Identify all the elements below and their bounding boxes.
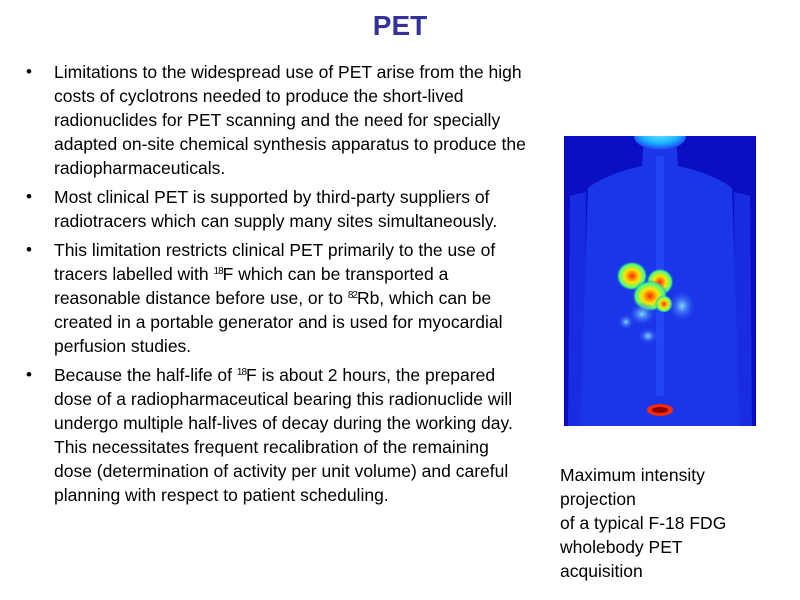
bullet-marker: • [26,62,32,81]
superscript-mass-number: 18 [213,266,223,277]
bullet-item [26,185,526,233]
slide-title: PET [372,10,428,41]
caption-line: acquisition [560,561,643,581]
bullet-list [26,60,526,512]
pet-scan-graphic [564,136,756,426]
caption-line: Maximum intensity [560,465,705,485]
caption-line: of a typical F-18 FDG [560,513,727,533]
superscript-mass-number: 82 [347,290,357,301]
bullet-item [26,363,526,507]
bullet-item [26,238,526,358]
bullet-marker: • [26,187,32,206]
image-caption [560,463,790,583]
bullet-text: Most clinical PET is supported by third-party suppliers of radiotracers which can supply many sites simultaneously. [54,187,498,231]
bullet-marker: • [26,240,32,259]
bullet-text: Rb, which can be created in a portable generator and is used for myocardial perfusion studies. [54,288,503,356]
pet-scan-image [564,136,756,426]
bullet-text: F which can be transported a reasonable distance before use, or to [54,264,449,308]
bullet-marker: • [26,365,32,384]
bullet-text: This limitation restricts clinical PET primarily to the use of tracers labelled with [54,240,496,284]
caption-line: projection [560,489,636,509]
superscript-mass-number: 18 [236,367,247,378]
bullet-text: Because the half-life of [54,365,237,385]
bullet-item [26,60,526,180]
caption-line: wholebody PET [560,537,683,557]
bullet-text: Limitations to the widespread use of PET arise from the high costs of cyclotrons needed to produce the short-lived radionuclides for PET scanning and the need for specially adapted on-site chemical synthesis apparatus to produce the radiopharmaceuticals. [54,62,526,178]
bullet-text: F is about 2 hours, the prepared dose of a radiopharmaceutical bearing this radionuclide will undergo multiple half-lives of decay during the working day. This necessitates frequent recalibration of the remaining dose (determination of activity per unit volume) and careful planning with respect to patient scheduling. [54,365,513,505]
